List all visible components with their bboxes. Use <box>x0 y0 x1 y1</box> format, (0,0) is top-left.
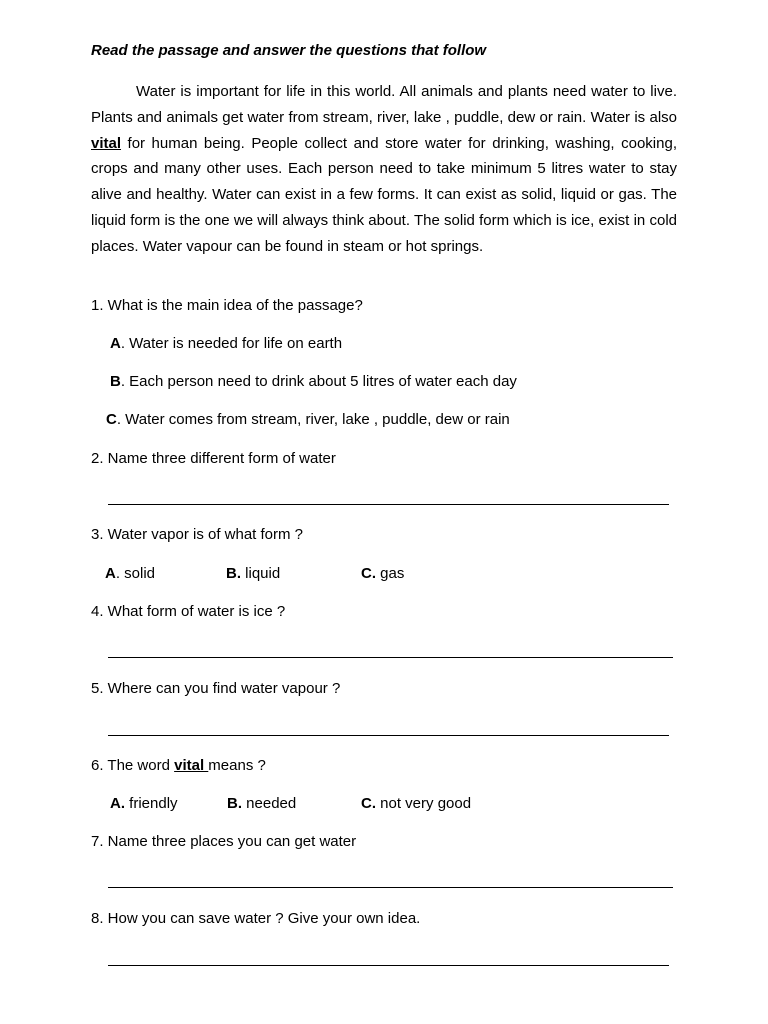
answer-line-2[interactable] <box>108 504 669 505</box>
option-text: needed <box>242 795 297 812</box>
question-1-option-a[interactable] <box>110 335 342 352</box>
option-letter: A. <box>110 795 125 812</box>
option-text: not very good <box>376 795 472 812</box>
option-text: gas <box>376 565 405 582</box>
option-letter: C <box>106 411 117 428</box>
option-text: . solid <box>115 565 156 582</box>
passage-part-1: Water is important for life in this world. All animals and plants need water to live. Plants and animals get water from stream, river, lake , puddle, dew or rain. Water is also <box>91 83 677 126</box>
passage-vital-word: vital <box>91 134 122 152</box>
instructions-heading: Read the passage and answer the questions that follow <box>91 42 487 59</box>
question-7: 7. Name three places you can get water <box>91 833 357 850</box>
option-text: friendly <box>125 795 178 812</box>
question-6-prefix: 6. The word <box>91 757 175 774</box>
option-text: . Water comes from stream, river, lake , puddle, dew or rain <box>116 411 510 428</box>
question-3-option-a[interactable] <box>105 565 155 582</box>
answer-line-5[interactable] <box>108 735 669 736</box>
question-3-option-c[interactable] <box>361 565 404 582</box>
question-1: 1. What is the main idea of the passage? <box>91 297 363 314</box>
question-3-option-b[interactable] <box>226 565 280 582</box>
option-letter: A <box>105 565 116 582</box>
question-6-vital-word: vital <box>174 757 209 774</box>
passage-part-2: for human being. People collect and store water for drinking, washing, cooking, crops and many other uses. Each person need to take minimum 5 litres water to stay alive and healthy. Water can exist in a few forms. It can exist as solid, liquid or gas. The liquid form is the one we will always think about. The solid form which is ice, exist in cold places. Water vapour can be found in steam or hot springs. <box>91 134 677 255</box>
question-4: 4. What form of water is ice ? <box>91 603 286 620</box>
question-1-option-c[interactable] <box>106 411 510 428</box>
option-text: . Each person need to drink about 5 litres of water each day <box>120 373 517 390</box>
option-text: . Water is needed for life on earth <box>120 335 343 352</box>
option-letter: C. <box>361 795 376 812</box>
question-8: 8. How you can save water ? Give your own idea. <box>91 910 421 927</box>
question-6 <box>91 757 266 774</box>
question-6-suffix: means ? <box>208 757 266 774</box>
option-text: liquid <box>241 565 281 582</box>
option-letter: B <box>110 373 121 390</box>
option-letter: A <box>110 335 121 352</box>
answer-line-7[interactable] <box>108 887 673 888</box>
question-3: 3. Water vapor is of what form ? <box>91 526 304 543</box>
option-letter: B. <box>227 795 242 812</box>
option-letter: C. <box>361 565 376 582</box>
question-5: 5. Where can you find water vapour ? <box>91 680 341 697</box>
answer-line-8[interactable] <box>108 965 669 966</box>
question-1-option-b[interactable] <box>110 373 517 390</box>
reading-passage <box>91 79 677 260</box>
question-6-option-b[interactable] <box>227 795 296 812</box>
question-2: 2. Name three different form of water <box>91 450 336 467</box>
option-letter: B. <box>226 565 241 582</box>
question-6-option-c[interactable] <box>361 795 471 812</box>
question-6-option-a[interactable] <box>110 795 178 812</box>
answer-line-4[interactable] <box>108 657 673 658</box>
